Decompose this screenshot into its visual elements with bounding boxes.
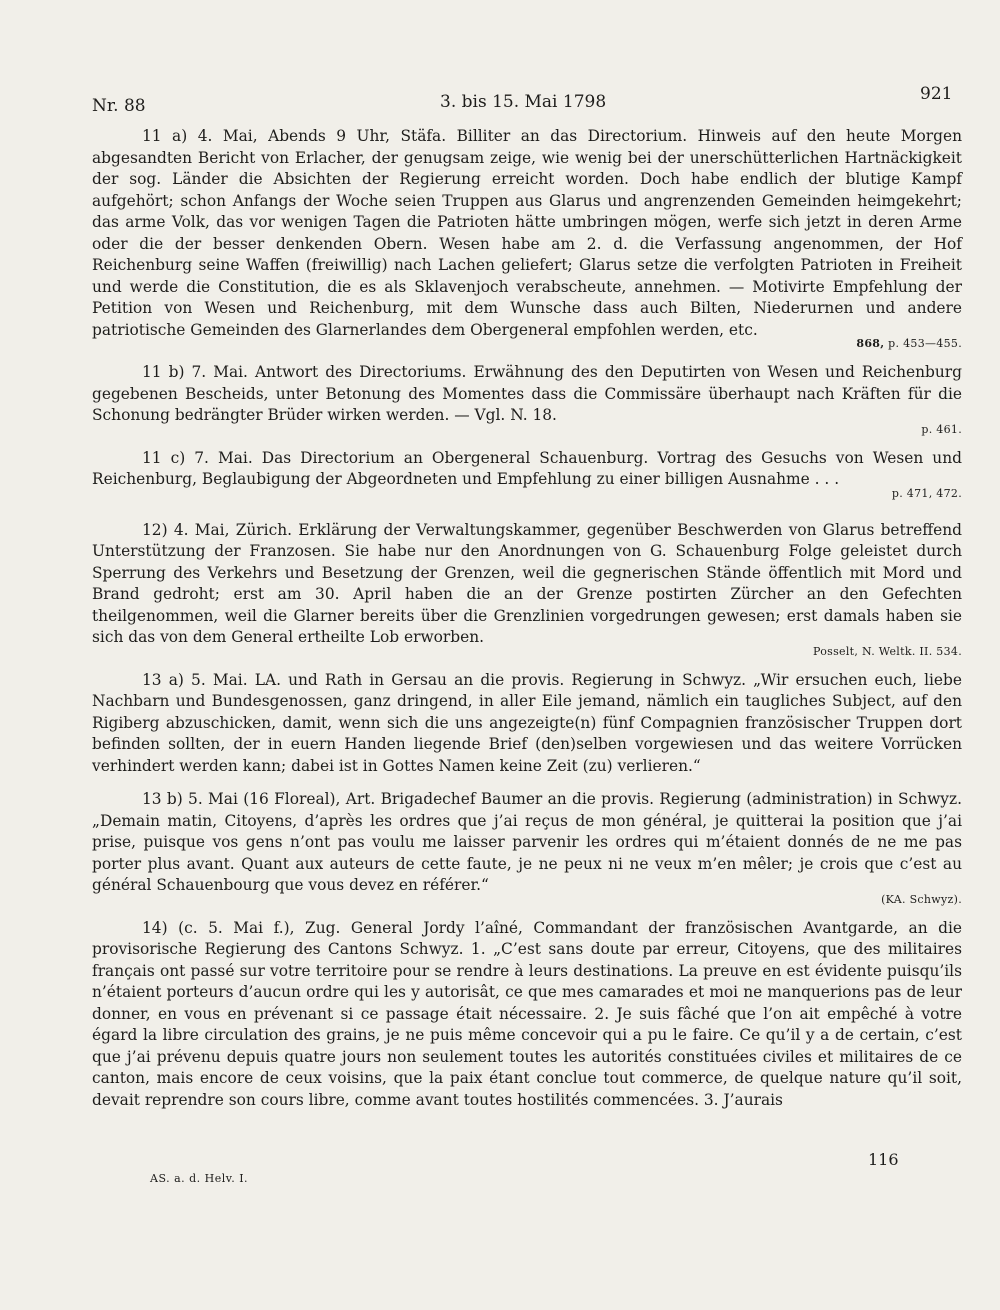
entry-text: 13 b) 5. Mai (16 Floreal), Art. Brigadechef Baumer an die provis. Regierung (administration) in Schwyz. „Demain matin, Citoyens, d’après les ordres que j’ai reçus de mon général, je quitterai la position que j’ai prise, puisque vos gens n’ont pas voulu me laisser parvenir les ordres qui m’étaient donnés de ne me pas porter plus avant. Quant aux auteurs de cette faute, je ne peux ni ne veux m’en mêler; je crois que c’est au général Schauenbourg que vous devez en référer.“ bbox=[92, 790, 962, 894]
entry bbox=[92, 918, 962, 1112]
sheet-number: 116 bbox=[868, 1150, 899, 1169]
entry-reference: Posselt, N. Weltk. II. 534. bbox=[812, 644, 962, 658]
date-range: 3. bis 15. Mai 1798 bbox=[440, 92, 607, 112]
entry-text: 11 a) 4. Mai, Abends 9 Uhr, Stäfa. Billiter an das Directorium. Hinweis auf den heute Morgen abgesandten Bericht von Erlacher, der genugsam zeige, wie wenig bei der unerschütterlichen Hartnäckigkeit der sog. Länder die Absichten der Regierung erreicht worden. Doch habe endlich der blutige Kampf aufgehört; schon Anfangs der Woche seien Truppen aus Glarus und angrenzenden Gemeinden heimgekehrt; das arme Volk, das vor wenigen Tagen die Patrioten hätte umbringen mögen, werfe sich jetzt in deren Arme oder die der besser denkenden Obern. Wesen habe am 2. d. die Verfassung angenommen, der Hof Reichenburg seine Waffen (freiwillig) nach Lachen geliefert; Glarus setze die verfolgten Patrioten in Freiheit und werde die Constitution, die es als Sklavenjoch verabscheute, annehmen. — Motivirte Empfehlung der Petition von Wesen und Reichenburg, mit dem Wunsche dass auch Bilten, Niederurnen und andere patriotische Gemeinden des Glarnerlandes dem Obergeneral empfohlen werden, etc. bbox=[92, 127, 962, 339]
entry bbox=[92, 126, 962, 350]
entry-text: 11 c) 7. Mai. Das Directorium an Obergeneral Schauenburg. Vortrag des Gesuchs von Wesen und Reichenburg, Beglaubigung der Abgeordneten und Empfehlung zu einer billigen Ausnahme . . . bbox=[92, 448, 962, 488]
entry-text: 14) (c. 5. Mai f.), Zug. General Jordy l’aîné, Commandant der französischen Avantgarde, an die provisorische Regierung des Cantons Schwyz. 1. „C’est sans doute par erreur, Citoyens, que des militaires français ont passé sur votre territoire pour se rendre à leurs destinations. La preuve en est évidente puisqu’ils n’étaient porteurs d’aucun ordre qui les y autorisât, ce que mes camarades et moi ne manquerions pas de leur donner, en vous en prévenant si ce passage était nécessaire. 2. Je suis fâché que l’on ait empêché à votre égard la libre circulation des grains, je ne puis même concevoir qui a pu le faire. Ce qu’il y a de certain, c’est que j’ai prévenu depuis quatre jours non seulement toutes les autorités constituées civiles et militaires de ce canton, mais encore de ceux voisins, que la paix étant conclue tout commerce, de quelque nature qu’il soit, devait reprendre son cours libre, comme avant toutes hostilités commencées. 3. J’aurais bbox=[92, 918, 962, 1109]
entry-text: 12) 4. Mai, Zürich. Erklärung der Verwaltungskammer, gegenüber Beschwerden von Glarus betreffend Unterstützung der Franzosen. Sie habe nur den Anordnungen von G. Schauenburg Folge geleistet durch Sperrung des Verkehrs und Besetzung der Grenzen, weil die gegnerischen Stände öffentlich mit Mord und Brand gedroht; erst am 30. April haben die an der Grenze postirten Zürcher an den Gefechten theilgenommen, weil die Glarner bereits über die Grenzlinien vorgedrungen gewesen; erst damals haben sie sich das von dem General ertheilte Lob erworben. bbox=[92, 520, 962, 646]
entry bbox=[92, 789, 962, 906]
entry-reference: (KA. Schwyz). bbox=[881, 892, 962, 906]
reference-number: 868, bbox=[856, 337, 885, 350]
entry bbox=[92, 448, 962, 500]
entry bbox=[92, 670, 962, 778]
page-body bbox=[92, 126, 962, 1123]
document-number: Nr. 88 bbox=[92, 96, 146, 116]
entry-text: 13 a) 5. Mai. LA. und Rath in Gersau an die provis. Regierung in Schwyz. „Wir ersuchen euch, liebe Nachbarn und Bundesgenossen, ganz dringend, in aller Eile jemand, nämlich ein taugliches Subject, auf den Rigiberg abzuschicken, damit, wenn sich die uns angezeigte(n) fünf Compagnien französischer Truppen dort befinden sollten, der in euern Handen liegende Brief (den)selben vorgewiesen und das weitere Vorrücken verhindert werden kann; dabei ist in Gottes Namen keine Zeit (zu) verlieren.“ bbox=[92, 670, 962, 775]
page-header bbox=[0, 84, 1000, 118]
entry bbox=[92, 520, 962, 658]
entry-reference: p. 471, 472. bbox=[891, 486, 962, 500]
reference-pages: p. 453—455. bbox=[888, 337, 962, 350]
page-number: 921 bbox=[920, 84, 953, 104]
signature-mark: AS. a. d. Helv. I. bbox=[150, 1172, 249, 1185]
entry bbox=[92, 362, 962, 436]
entry-reference: p. 461. bbox=[921, 422, 962, 436]
entry-text: 11 b) 7. Mai. Antwort des Directoriums. Erwähnung des den Deputirten von Wesen und Reichenburg gegebenen Bescheids, unter Betonung des Momentes dass die Commissäre überhaupt nach Kräften für die Schonung bedrängter Brüder wirken werden. — Vgl. N. 18. bbox=[92, 363, 962, 424]
spacer bbox=[92, 512, 962, 520]
